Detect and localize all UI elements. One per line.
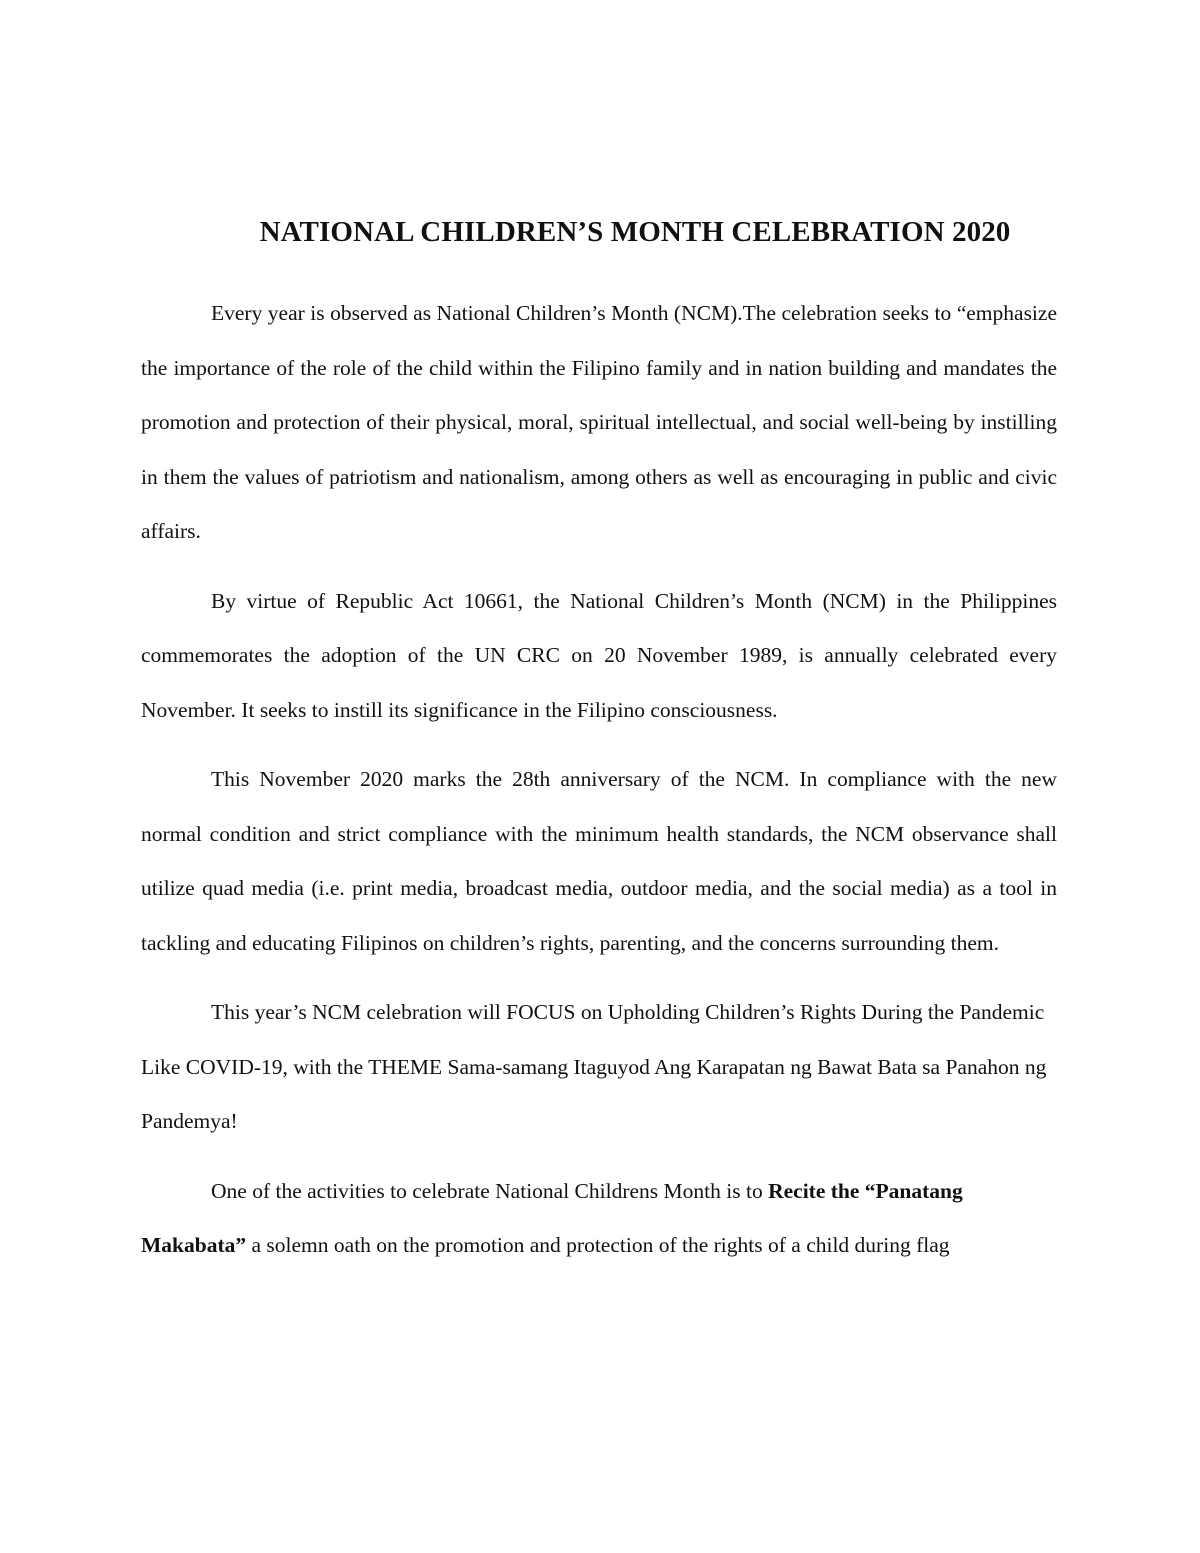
paragraph-anniversary: This November 2020 marks the 28th anniversary of the NCM. In compliance with the new normal condition and strict compliance with the minimum health standards, the NCM observance shall utilize quad media (i.e. print media, broadcast media, outdoor media, and the social media) as a tool in tackling and educating Filipinos on children’s rights, parenting, and the concerns surrounding them.: [141, 767, 1057, 955]
activities-tail-text: a solemn oath on the promotion and protection of the rights of a child during flag: [246, 1233, 950, 1257]
document-body: [141, 286, 1057, 1273]
activities-lead-text: One of the activities to celebrate National Childrens Month is to: [211, 1178, 769, 1203]
activities-bold-text: Recite the “Panatang Makabata”: [141, 1178, 963, 1257]
paragraph-activities: [141, 1164, 1057, 1273]
paragraph-republic-act: By virtue of Republic Act 10661, the National Children’s Month (NCM) in the Philippines commemorates the adoption of the UN CRC on 20 November 1989, is annually celebrated every November. It seeks to instill its significance in the Filipino consciousness.: [141, 588, 1057, 722]
paragraph-theme: This year’s NCM celebration will FOCUS on Upholding Children’s Rights During the Pandemic Like COVID-19, with the THEME Sama-samang Itaguyod Ang Karapatan ng Bawat Bata sa Panahon ng Pandemya!: [141, 1000, 1047, 1133]
paragraph-ncm-intro: Every year is observed as National Children’s Month (NCM).The celebration seeks to “emphasize the importance of the role of the child within the Filipino family and in nation building and mandates the promotion and protection of their physical, moral, spiritual intellectual, and social well-being by instilling in them the values of patriotism and nationalism, among others as well as encouraging in public and civic affairs.: [141, 301, 1057, 543]
document-title: NATIONAL CHILDREN’S MONTH CELEBRATION 2020: [259, 216, 1011, 248]
